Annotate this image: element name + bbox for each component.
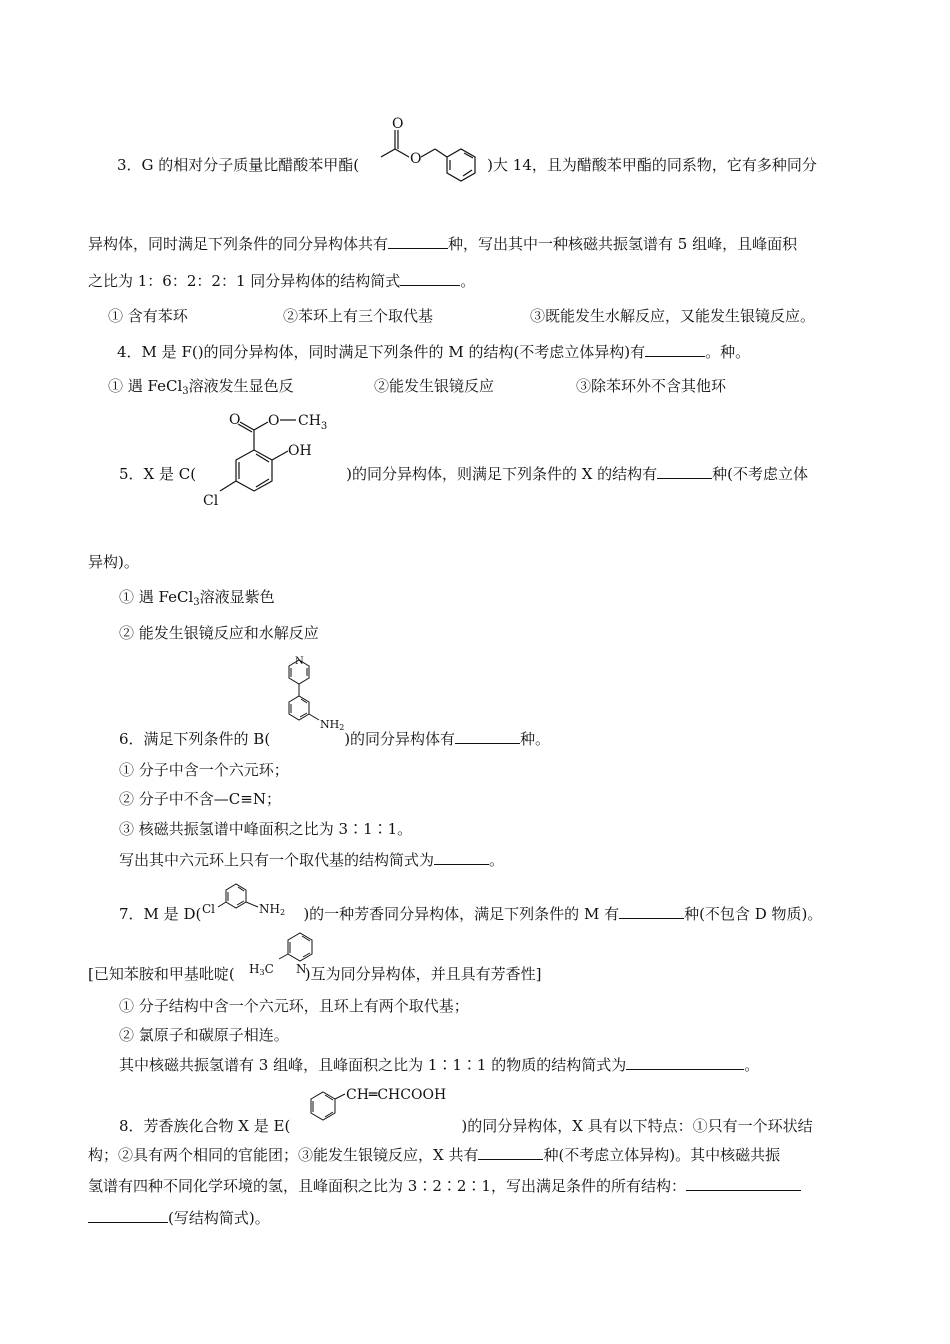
q5-ch3-label: $CH_3$ xyxy=(298,413,328,432)
q6-cond2: ② 分子中不含—C≡N； xyxy=(119,790,281,808)
q8-line3 xyxy=(88,1175,801,1196)
q7-text-c: 种(不包含 D 物质)。 xyxy=(684,905,823,923)
q6-text-a: 6．满足下列条件的 B( xyxy=(119,730,271,748)
q8-answer-blank-1[interactable] xyxy=(478,1144,543,1160)
q5-cond1-a: ① 遇 FeCl xyxy=(119,588,194,606)
q6-cond1: ① 分子中含一个六元环； xyxy=(119,761,289,779)
q4-cond2: ②能发生银镜反应 xyxy=(374,377,495,395)
q5-cond2: ② 能发生银镜反应和水解反应 xyxy=(119,624,319,642)
q4-cond1-sub: 3 xyxy=(182,386,189,397)
benzyl-acetate-structure xyxy=(375,112,505,192)
q6-text-b: )的同分异构体有 xyxy=(344,730,456,748)
q6-n-label: N xyxy=(295,656,304,667)
q6-answer-blank-1[interactable] xyxy=(455,728,520,744)
methyl-salicylate-chloro-structure xyxy=(198,405,358,515)
q3-text-2b: 种，写出其中一种核磁共振氢谱有 5 组峰，且峰面积 xyxy=(448,235,798,253)
q7-n-label: N xyxy=(296,962,307,976)
q8-text-3: 氢谱有四种不同化学环境的氢，且峰面积之比为 3∶2∶2∶1，写出满足条件的所有结构： xyxy=(88,1177,686,1195)
q7-text-b: )的一种芳香同分异构体，满足下列条件的 M 有 xyxy=(303,905,620,923)
q8-text-4: (写结构简式)。 xyxy=(168,1209,270,1227)
q8-text-2a: 构；②具有两个相同的官能团；③能发生银镜反应，X 共有 xyxy=(88,1146,479,1164)
q7-text-last-a: 其中核磁共振氢谱有 3 组峰，且峰面积之比为 1∶1∶1 的物质的结构简式为 xyxy=(119,1056,627,1074)
q7-text-a: 7．M 是 D( xyxy=(119,905,202,923)
q5-oh-label: OH xyxy=(288,443,312,459)
q6-cond3: ③ 核磁共振氢谱中峰面积之比为 3∶1∶1。 xyxy=(119,820,413,838)
q3-answer-blank-1[interactable] xyxy=(388,233,448,249)
q6-text-c: 种。 xyxy=(520,730,551,748)
q4-cond3: ③除苯环外不含其他环 xyxy=(576,377,727,395)
q7-h3c-label: H3C xyxy=(249,962,274,977)
q3-text-1a: 3．G 的相对分子质量比醋酸苯甲酯( xyxy=(117,156,360,174)
q5-o-ester-label: O xyxy=(268,413,280,429)
q7-cl-label: Cl xyxy=(202,902,216,916)
q4-cond1 xyxy=(108,376,294,402)
q3-answer-blank-2[interactable] xyxy=(400,270,460,286)
q5-cl-label: Cl xyxy=(203,493,219,509)
q4-cond1-a: ① 遇 FeCl xyxy=(108,377,183,395)
q7-line-last xyxy=(119,1054,759,1075)
q4-cond1-b: 溶液发生显色反 xyxy=(188,377,294,395)
q3-text-3b: 。 xyxy=(460,272,476,290)
q7-note-b: )互为同分异构体，并且具有芳香性] xyxy=(304,965,542,983)
q8-line4 xyxy=(88,1207,270,1228)
q3-text-3a: 之比为 1：6：2：2：1 同分异构体的结构简式 xyxy=(88,272,401,290)
methylpyridine-structure xyxy=(246,924,326,984)
q8-text-1a: 8．芳香族化合物 X 是 E( xyxy=(119,1117,291,1135)
q4-answer-blank[interactable] xyxy=(645,341,705,357)
q5-line2: 异构)。 xyxy=(88,553,139,571)
q7-text-last-b: 。 xyxy=(744,1056,760,1074)
q3-cond3: ③既能发生水解反应，又能发生银镜反应。 xyxy=(530,307,816,325)
q7-cond1: ① 分子结构中含一个六元环，且环上有两个取代基； xyxy=(119,997,469,1015)
q5-cond1-sub: 3 xyxy=(193,597,200,608)
q7-nh2-label: NH2 xyxy=(259,902,286,917)
q7-cond2: ② 氯原子和碳原子相连。 xyxy=(119,1026,289,1044)
q8-chain-label: CH═CHCOOH xyxy=(346,1087,447,1103)
q4-text-a: 4．M 是 F()的同分异构体，同时满足下列条件的 M 的结构(不考虑立体异构)有 xyxy=(117,343,646,361)
q5-text-b: )的同分异构体，则满足下列条件的 X 的结构有 xyxy=(346,465,658,483)
q5-cond1-b: 溶液显紫色 xyxy=(199,588,275,606)
q7-answer-blank-1[interactable] xyxy=(619,903,684,919)
q7-note-a: [已知苯胺和甲基吡啶( xyxy=(88,965,235,983)
q5-text-a: 5．X 是 C( xyxy=(119,465,197,483)
q8-answer-blank-3[interactable] xyxy=(88,1207,168,1223)
q4-line1 xyxy=(117,341,750,362)
q3-o-ester-label: O xyxy=(410,151,422,167)
q3-line3 xyxy=(88,270,475,291)
q5-text-c: 种(不考虑立体 xyxy=(712,465,809,483)
q8-answer-blank-2[interactable] xyxy=(686,1175,801,1191)
q6-text-last-a: 写出其中六元环上只有一个取代基的结构简式为 xyxy=(119,851,435,869)
q4-text-b: 。种。 xyxy=(705,343,751,361)
q5-answer-blank[interactable] xyxy=(657,463,712,479)
q3-o-carbonyl-label: O xyxy=(392,116,404,132)
q7-answer-blank-2[interactable] xyxy=(626,1054,744,1070)
q3-text-2a: 异构体，同时满足下列条件的同分异构体共有 xyxy=(88,235,389,253)
q6-answer-blank-2[interactable] xyxy=(434,849,489,865)
q6-line-last xyxy=(119,849,504,870)
q5-cond1 xyxy=(119,587,275,613)
q5-o-carbonyl-label: O xyxy=(229,412,241,428)
cinnamic-acid-structure xyxy=(299,1080,479,1130)
q6-line1 xyxy=(119,728,550,749)
q3-cond2: ②苯环上有三个取代基 xyxy=(283,307,434,325)
q3-text-1b: )大 14，且为醋酸苯甲酯的同系物，它有多种同分 xyxy=(487,156,817,174)
q3-cond1: ① 含有苯环 xyxy=(108,307,188,325)
q6-nh2-label: NH2 xyxy=(320,718,345,732)
q8-line2 xyxy=(88,1144,780,1165)
q6-text-last-b: 。 xyxy=(489,851,505,869)
q8-text-2b: 种(不考虑立体异构)。其中核磁共振 xyxy=(543,1146,781,1164)
chloroaniline-structure xyxy=(196,876,306,921)
q8-text-1b: )的同分异构体，X 具有以下特点：①只有一个环状结 xyxy=(461,1117,813,1135)
q3-line2 xyxy=(88,233,797,254)
